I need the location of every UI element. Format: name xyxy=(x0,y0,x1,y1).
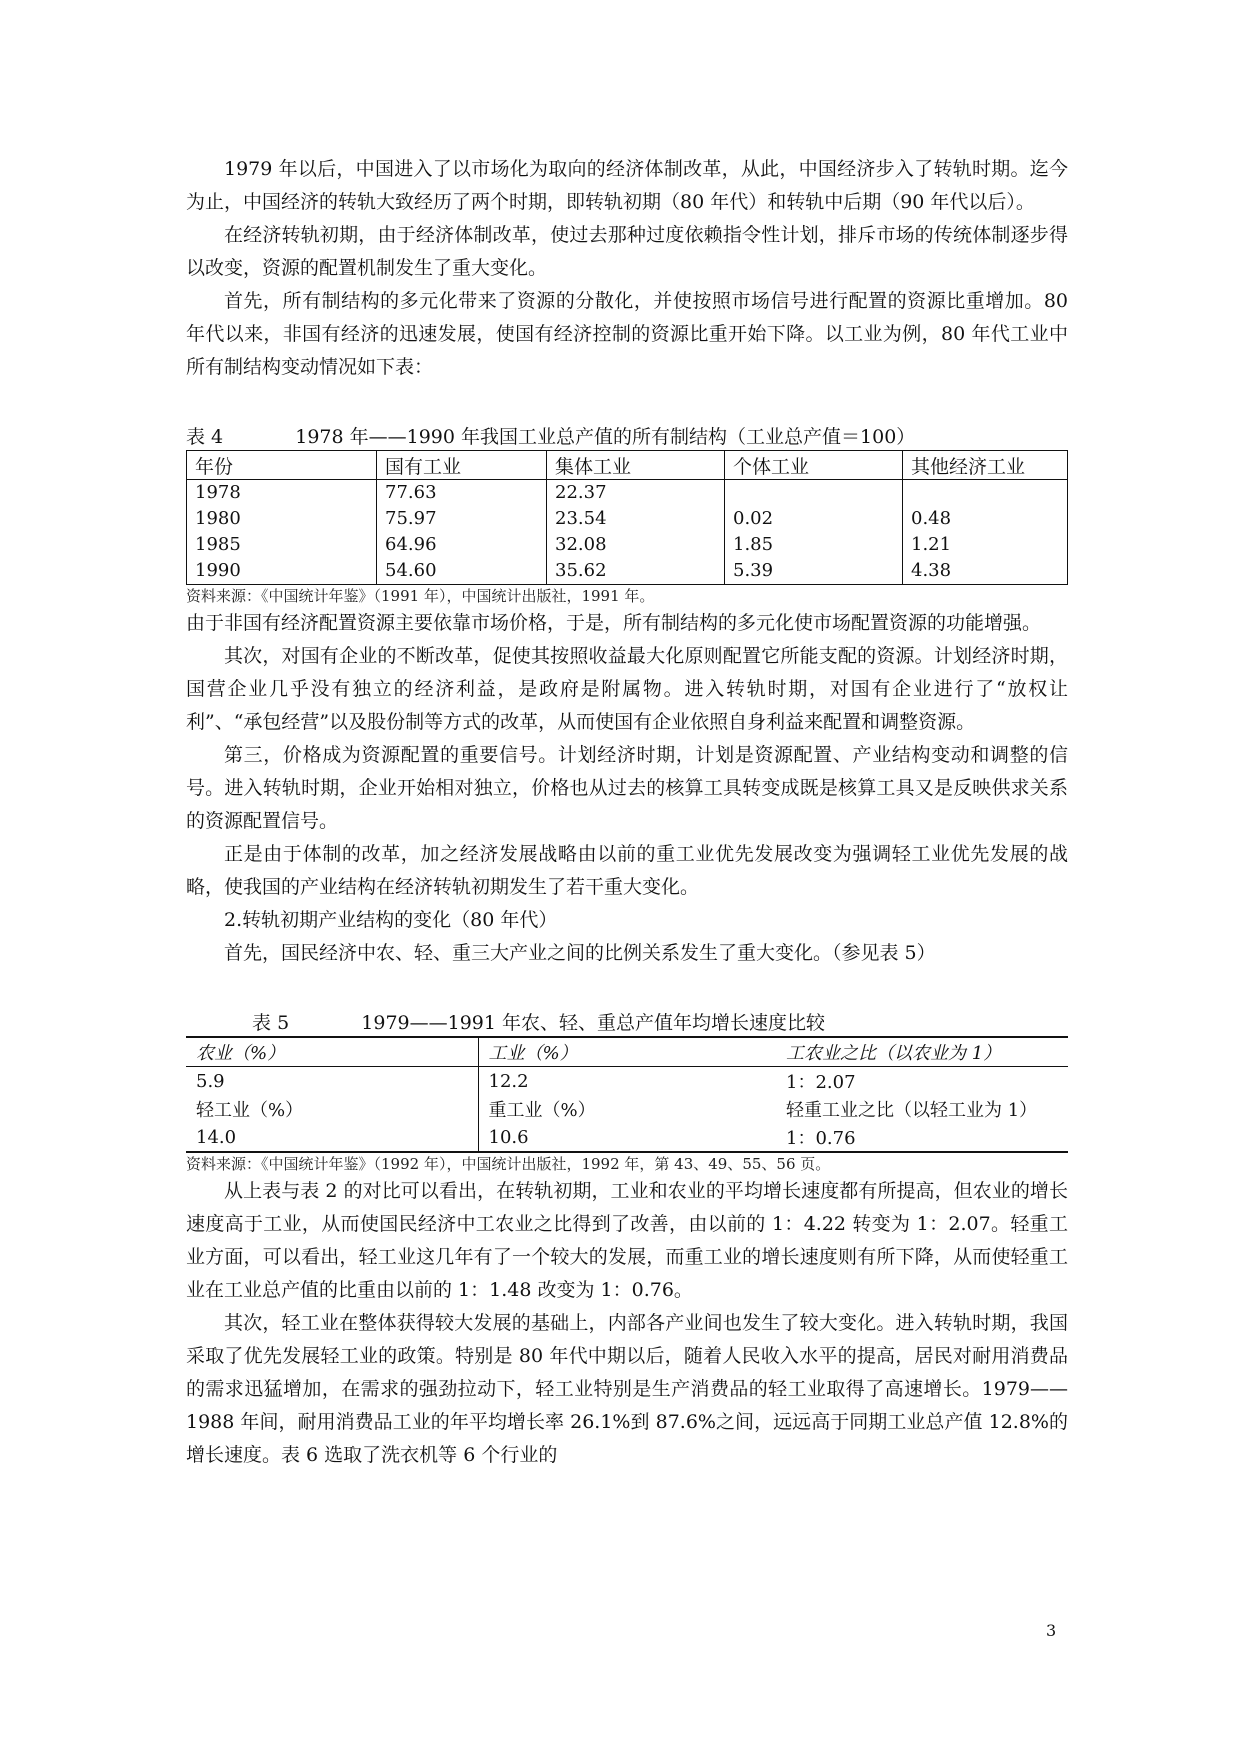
table5-header-industry: 工业（%） xyxy=(478,1037,776,1067)
table-cell: 1985 xyxy=(195,534,241,555)
table4-header-collective: 集体工业 xyxy=(547,451,725,480)
table-cell: 重工业（%） xyxy=(478,1095,776,1123)
table-cell: 0.48 xyxy=(903,506,1068,532)
paragraph-light-industry: 其次，轻工业在整体获得较大发展的基础上，内部各产业间也发生了较大变化。进入转轨时期，我国采取了优先发展轻工业的政策。特别是 80 年代中期以后，随着人民收入水平的提高，居民对耐用消费品的需求迅猛增加，在需求的强劲拉动下，轻工业特别是生产消费品的轻工业取得了高速增长。1979——1988 年间，耐用消费品工业的年平均增长率 26.1%到 87.6%之间，远远高于同期工业总产值 12.8%的增长速度。表 6 选取了洗衣机等 6 个行业的 xyxy=(186,1312,1068,1466)
table-cell: 轻工业（%） xyxy=(196,1100,304,1121)
table5-title: 1979——1991 年农、轻、重总产值年均增长速度比较 xyxy=(361,1012,826,1034)
table-cell xyxy=(725,480,903,507)
paragraph-soe-reform: 其次，对国有企业的不断改革，促使其按照收益最大化原则配置它所能支配的资源。计划经济时期，国营企业几乎没有独立的经济利益，是政府是附属物。进入转轨时期，对国有企业进行了“放权让利”、“承包经营”以及股份制等方式的改革，从而使国有企业依照自身利益来配置和调整资源。 xyxy=(186,645,1068,733)
table-cell: 35.62 xyxy=(547,558,725,585)
table-cell xyxy=(903,480,1068,507)
table-cell: 54.60 xyxy=(377,558,547,585)
page-content xyxy=(186,153,1068,1472)
paragraph-system-reform: 正是由于体制的改革，加之经济发展战略由以前的重工业优先发展改变为强调轻工业优先发展的战略，使我国的产业结构在经济转轨初期发生了若干重大变化。 xyxy=(186,843,1068,898)
table4-source: 资料来源：《中国统计年鉴》（1991 年），中国统计出版社，1991 年。 xyxy=(186,587,655,605)
spacer xyxy=(186,384,1068,424)
spacer xyxy=(186,970,1068,1010)
table5-header-ratio: 工农业之比（以农业为 1） xyxy=(776,1037,1068,1067)
paragraph-comparison: 从上表与表 2 的对比可以看出，在转轨初期，工业和农业的平均增长速度都有所提高，但农业的增长速度高于工业，从而使国民经济中工农业之比得到了改善，由以前的 1：4.22 转变为 1：2.07。轻重工业方面，可以看出，轻工业这几年有了一个较大的发展，而重工业的增长速度则有所下降，从而使轻重工业在工业总产值的比重由以前的 1：1.48 改变为 1：0.76。 xyxy=(186,1180,1068,1301)
table-cell: 4.38 xyxy=(903,558,1068,585)
table-cell: 32.08 xyxy=(547,532,725,558)
table5-source: 资料来源：《中国统计年鉴》（1992 年），中国统计出版社，1992 年，第 43、49、55、56 页。 xyxy=(186,1155,831,1173)
paragraph-price-signal: 第三，价格成为资源配置的重要信号。计划经济时期，计划是资源配置、产业结构变动和调整的信号。进入转轨时期，企业开始相对独立，价格也从过去的核算工具转变成既是核算工具又是反映供求关系的资源配置信号。 xyxy=(186,744,1068,832)
section-heading: 2.转轨初期产业结构的变化（80 年代） xyxy=(224,909,558,931)
table-cell: 轻重工业之比（以轻工业为 1） xyxy=(786,1100,1038,1121)
table-row xyxy=(187,558,1068,585)
table4-header-state: 国有工业 xyxy=(377,451,547,480)
table-cell: 1980 xyxy=(195,508,241,529)
table-cell: 75.97 xyxy=(377,506,547,532)
table-cell: 64.96 xyxy=(377,532,547,558)
table-cell: 5.9 xyxy=(196,1070,225,1092)
table-cell: 22.37 xyxy=(547,480,725,507)
table-row xyxy=(187,532,1068,558)
table5-header-row xyxy=(186,1037,1068,1067)
table4-caption xyxy=(186,424,1068,450)
table4-header-individual: 个体工业 xyxy=(725,451,903,480)
table5-header-agriculture: 农业（%） xyxy=(186,1037,478,1067)
paragraph-three-industries: 首先，国民经济中农、轻、重三大产业之间的比例关系发生了重大变化。（参见表 5） xyxy=(224,942,936,964)
paragraph-ownership: 首先，所有制结构的多元化带来了资源的分散化，并使按照市场信号进行配置的资源比重增加。80 年代以来，非国有经济的迅速发展，使国有经济控制的资源比重开始下降。以工业为例，80 年代工业中所有制结构变动情况如下表： xyxy=(186,290,1068,378)
table-row xyxy=(186,1095,1068,1123)
table-cell: 5.39 xyxy=(725,558,903,585)
table-row xyxy=(187,480,1068,507)
table4-title: 1978 年——1990 年我国工业总产值的所有制结构（工业总产值＝100） xyxy=(295,426,916,448)
table-cell: 23.54 xyxy=(547,506,725,532)
table5-label: 表 5 xyxy=(252,1012,290,1034)
table-cell: 1978 xyxy=(195,482,241,503)
table4-header-other: 其他经济工业 xyxy=(903,451,1068,480)
table4-header-row xyxy=(187,451,1068,480)
paragraph-intro: 1979 年以后，中国进入了以市场化为取向的经济体制改革，从此，中国经济步入了转轨时期。迄今为止，中国经济的转轨大致经历了两个时期，即转轨初期（80 年代）和转轨中后期（90 年代以后）。 xyxy=(186,158,1068,213)
table-cell: 12.2 xyxy=(478,1067,776,1096)
paragraph-early-transition: 在经济转轨初期，由于经济体制改革，使过去那种过度依赖指令性计划，排斥市场的传统体制逐步得以改变，资源的配置机制发生了重大变化。 xyxy=(186,224,1068,279)
table4-label: 表 4 xyxy=(186,426,224,448)
table-cell: 1990 xyxy=(195,560,241,581)
table-cell: 1：2.07 xyxy=(786,1072,856,1093)
paragraph-market-price: 由于非国有经济配置资源主要依靠市场价格，于是，所有制结构的多元化使市场配置资源的功能增强。 xyxy=(186,612,1042,634)
table-row xyxy=(186,1123,1068,1152)
table-cell: 10.6 xyxy=(478,1123,776,1152)
table-row xyxy=(187,506,1068,532)
table-cell: 77.63 xyxy=(377,480,547,507)
table4 xyxy=(186,450,1068,585)
table-cell: 1.85 xyxy=(725,532,903,558)
table5-caption xyxy=(186,1010,1068,1036)
page-number: 3 xyxy=(1046,1621,1057,1640)
table5 xyxy=(186,1036,1068,1153)
table-cell: 1.21 xyxy=(903,532,1068,558)
table4-header-year: 年份 xyxy=(187,451,377,480)
table-row xyxy=(186,1067,1068,1096)
table-cell: 14.0 xyxy=(196,1126,237,1148)
table-cell: 1：0.76 xyxy=(786,1128,856,1149)
table-cell: 0.02 xyxy=(725,506,903,532)
